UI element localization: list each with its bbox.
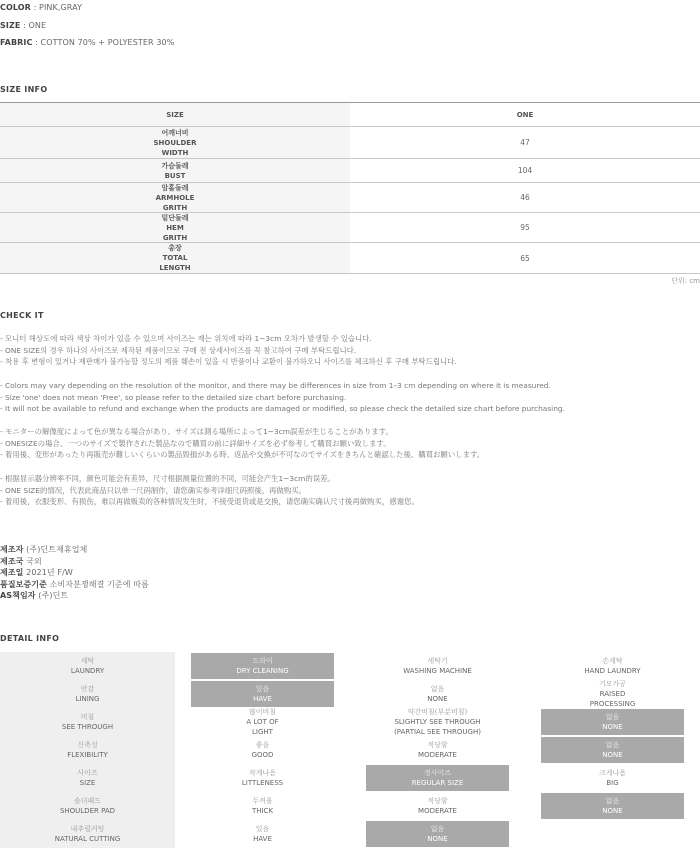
detail-text-ko: 없음	[430, 825, 445, 833]
detail-text-en: WASHING MACHINE	[403, 667, 472, 675]
size-row-label	[0, 213, 350, 242]
detail-text-ko: 내추럴커팅	[70, 825, 105, 833]
size-row-label	[0, 127, 350, 158]
detail-cell	[0, 680, 175, 708]
size-row-value: 95	[520, 223, 530, 232]
detail-text-ko: 손세탁	[602, 657, 623, 665]
detail-text-ko: 없음	[605, 797, 620, 805]
detail-text-ko: 약간비침(부분비침)	[407, 708, 468, 716]
size-label-en1: TOTAL	[162, 254, 188, 262]
size-table-row	[0, 183, 700, 213]
size-label-ko: 가슴둘레	[161, 161, 189, 170]
detail-option	[175, 792, 350, 820]
fabric-label: FABRIC	[0, 38, 33, 47]
check-line: - ONESIZEの場合、一つのサイズで製作された製品なので購買の前に詳細サイズを必ず参考して購買お願い致します。	[0, 438, 391, 448]
detail-option-selected	[541, 709, 684, 735]
detail-text-en: LINING	[75, 695, 100, 703]
detail-option	[525, 736, 700, 764]
check-line: - モニターの解像度によって色が異なる場合があり、サイズは測る場所によって1~3cm誤差が生じることがあります。	[0, 427, 393, 436]
detail-text-en: FLEXIBILITY	[67, 751, 108, 759]
detail-option	[525, 764, 700, 792]
detail-text-ko: 기모가공	[598, 680, 627, 688]
detail-text-ko: 정사이즈	[423, 769, 452, 777]
detail-option	[175, 708, 350, 736]
check-line: - 着用後，衣服变形、有损伤，难以再做贩卖的各种情况发生时，不接受退货或是交换，请您确实确认尺寸後再做购买，感谢您。	[0, 497, 419, 507]
size-info-title: SIZE INFO	[0, 85, 48, 94]
detail-option-selected	[191, 653, 334, 679]
maker-row	[0, 590, 149, 602]
detail-text-en: SEE THROUGH	[61, 723, 114, 731]
detail-option	[525, 820, 700, 848]
detail-cell	[350, 736, 525, 764]
detail-option	[525, 708, 700, 736]
check-it-title: CHECK IT	[0, 311, 44, 320]
detail-text-en: GOOD	[251, 751, 274, 759]
maker-value: 국외	[26, 556, 42, 566]
size-table-header	[0, 103, 700, 127]
detail-option	[350, 820, 525, 848]
check-line: - Colors may vary depending on the resolution of the monitor, and there may be differences in size from 1–3 cm depending on where it is measured.	[0, 381, 551, 390]
detail-option-selected	[541, 737, 684, 763]
color-value: : PINK,GRAY	[33, 3, 83, 12]
maker-label: 제조일	[0, 568, 24, 578]
detail-option-selected	[191, 681, 334, 707]
maker-label: 제조자	[0, 545, 24, 554]
size-label-en1: HEM	[166, 223, 184, 232]
size-row-value: 47	[520, 138, 530, 147]
check-line: - 착용 후 변형이 있거나 재판매가 불가능할 정도의 제품 훼손이 있을 시 반품이나 교환이 불가하오니 사이즈를 체크하신 후 구매 부탁드립니다.	[0, 357, 457, 367]
maker-value: 소비자분쟁해결 기준에 따름	[49, 579, 149, 589]
detail-text-en: SLIGHTLY SEE THROUGH	[394, 718, 481, 726]
size-label-ko: 밑단둘레	[161, 213, 189, 222]
maker-row	[0, 544, 149, 556]
detail-text-en: HAVE	[253, 695, 272, 703]
check-line: - 根据显示器分辨率不同，颜色可能会有差异，尺寸根据测量位置的不同，可能会产生1~3cm的误差。	[0, 474, 335, 483]
detail-text-ko: 많이비침	[248, 708, 277, 716]
detail-text-ko: 작게나옴	[248, 769, 277, 777]
size-line	[0, 21, 46, 30]
size-label-en1: SHOULDER	[153, 138, 197, 147]
detail-option-selected	[366, 821, 509, 847]
size-table-row	[0, 159, 700, 183]
size-label-en1: ARMHOLE	[155, 193, 195, 202]
size-row-value: 65	[520, 253, 530, 263]
detail-text-ko: 사이즈	[77, 769, 98, 777]
detail-text-ko: 세탁기	[427, 657, 448, 665]
detail-cell	[525, 820, 700, 848]
detail-text-en: MODERATE	[418, 751, 457, 759]
check-line: - It will not be available to refund and exchange when the products are damaged or modified, so please check the detailed size chart before purchasing.	[0, 404, 565, 414]
detail-option	[350, 652, 525, 680]
detail-text-en2: PROCESSING	[589, 700, 636, 708]
maker-label: 제조국	[0, 556, 24, 566]
detail-cell	[525, 652, 700, 680]
detail-text-ko: 있음	[255, 825, 270, 833]
detail-text-en: NATURAL CUTTING	[54, 835, 121, 843]
size-label-en2: WIDTH	[161, 148, 189, 157]
maker-value: 2021년 F/W	[26, 568, 73, 578]
size-row-value: 104	[517, 166, 533, 175]
size-label: SIZE	[0, 21, 21, 30]
size-table-row	[0, 243, 700, 274]
size-value: : ONE	[23, 21, 47, 30]
detail-text-en: LITTLENESS	[241, 779, 284, 787]
detail-cell	[175, 820, 350, 848]
detail-info-title: DETAIL INFO	[0, 634, 60, 643]
maker-row	[0, 556, 149, 568]
detail-text-ko: 세탁	[80, 657, 95, 665]
detail-text-ko: 안감	[80, 685, 95, 693]
detail-cell	[350, 680, 525, 708]
detail-text-ko: 있음	[255, 685, 270, 693]
size-row-value: 46	[520, 193, 530, 202]
detail-cell	[0, 736, 175, 764]
color-line	[0, 3, 82, 12]
detail-option-selected	[366, 765, 509, 791]
size-header-value: ONE	[516, 110, 534, 119]
size-label-ko: 총장	[168, 244, 182, 252]
size-row-label	[0, 243, 350, 273]
detail-row	[0, 680, 700, 708]
detail-text-ko: 없음	[605, 741, 620, 749]
detail-text-en: DRY CLEANING	[236, 667, 289, 675]
check-line: - 모니터 해상도에 따라 색상 차이가 있을 수 있으며 사이즈는 재는 위치에 따라 1~3cm 오차가 발생할 수 있습니다.	[0, 334, 372, 343]
maker-row	[0, 579, 149, 591]
detail-text-en: SIZE	[79, 779, 96, 787]
size-header-label: SIZE	[0, 103, 350, 126]
detail-row	[0, 652, 700, 680]
size-table	[0, 102, 700, 274]
detail-grid	[0, 652, 700, 848]
detail-text-ko: 없음	[605, 713, 620, 721]
detail-text-en: NONE	[602, 723, 623, 731]
size-label-en2: GRITH	[162, 233, 188, 242]
detail-text-en: HAVE	[253, 835, 272, 843]
detail-cell	[525, 764, 700, 792]
check-ja-block	[0, 426, 484, 461]
detail-option	[350, 764, 525, 792]
detail-category	[0, 708, 175, 736]
detail-text-en: MODERATE	[418, 807, 457, 815]
detail-option	[350, 708, 525, 736]
detail-option	[175, 680, 350, 708]
detail-option	[175, 652, 350, 680]
size-label-en2: GRITH	[162, 203, 188, 212]
size-label-en1: BUST	[164, 171, 186, 180]
detail-cell	[350, 792, 525, 820]
maker-label: 품질보증기준	[0, 579, 47, 589]
detail-cell	[0, 708, 175, 736]
detail-category	[0, 792, 175, 820]
detail-text-ko: 적당함	[427, 797, 448, 805]
detail-text-en: NONE	[602, 807, 623, 815]
check-en-block	[0, 380, 565, 415]
detail-cell	[175, 792, 350, 820]
maker-value: (주)딘트	[38, 591, 69, 601]
detail-text-en: SHOULDER PAD	[59, 807, 116, 815]
detail-text-en: NONE	[427, 695, 448, 703]
detail-category	[0, 764, 175, 792]
detail-cell	[350, 652, 525, 680]
size-label-en2: LENGTH	[159, 264, 191, 272]
check-line: - ONE SIZE的情况，代表此商品只以单一尺码制作，请您确实参考详细尺码照後，再做购买。	[0, 485, 307, 495]
fabric-value: : COTTON 70% + POLYESTER 30%	[35, 38, 175, 47]
maker-info	[0, 544, 149, 602]
detail-category	[0, 652, 175, 680]
check-line: - ONE SIZE의 경우 하나의 사이즈로 제작된 제품이므로 구매 전 상세사이즈를 꼭 참고하여 구매 부탁드립니다.	[0, 345, 357, 355]
detail-row	[0, 736, 700, 764]
size-row-label	[0, 159, 350, 182]
detail-row	[0, 708, 700, 736]
detail-text-en: NONE	[602, 751, 623, 759]
detail-text-en: THICK	[251, 807, 274, 815]
detail-category	[0, 736, 175, 764]
maker-label: AS책임자	[0, 591, 36, 601]
color-label: COLOR	[0, 3, 31, 12]
detail-text-ko: 크게나옴	[598, 769, 627, 777]
detail-cell	[0, 652, 175, 680]
size-table-row	[0, 127, 700, 159]
detail-option-selected	[541, 793, 684, 819]
detail-option	[175, 736, 350, 764]
maker-value: (주)딘트제휴업체	[26, 545, 88, 554]
check-ko-block	[0, 333, 457, 368]
detail-text-ko: 비침	[80, 713, 95, 721]
detail-category	[0, 820, 175, 848]
size-row-label	[0, 183, 350, 212]
detail-cell	[525, 680, 700, 708]
unit-note: 단위: cm	[671, 277, 700, 285]
detail-option	[175, 820, 350, 848]
detail-option	[175, 764, 350, 792]
size-table-row	[0, 213, 700, 243]
maker-row	[0, 567, 149, 579]
detail-text-ko: 좋음	[255, 741, 270, 749]
check-zh-block	[0, 473, 419, 508]
size-label-ko: 암홀둘레	[161, 183, 189, 192]
detail-text-ko: 드라이	[252, 657, 273, 665]
detail-cell	[0, 792, 175, 820]
detail-cell	[0, 764, 175, 792]
check-line: - Size 'one' does not mean 'Free', so please refer to the detailed size chart before purchasing.	[0, 392, 347, 402]
detail-text-en: LAUNDRY	[70, 667, 105, 675]
fabric-line	[0, 38, 174, 47]
detail-text-ko: 신축성	[77, 741, 98, 749]
detail-text-en: REGULAR SIZE	[411, 779, 464, 787]
detail-option	[525, 792, 700, 820]
detail-text-en: BIG	[606, 779, 619, 787]
detail-text-en: HAND LAUNDRY	[584, 667, 641, 675]
detail-cell	[175, 708, 350, 736]
detail-text-en: NONE	[427, 835, 448, 843]
detail-text-en: RAISED	[599, 690, 626, 698]
detail-category	[0, 680, 175, 708]
check-line: - 着用後、変形があったり再販売が難しいくらいの製品毀損がある時、返品や交換が不可なのでサイズをきちんと確認した後、購買お願いします。	[0, 450, 485, 460]
detail-option	[525, 652, 700, 680]
detail-text-en: A LOT OF	[246, 718, 279, 726]
detail-text-ko: 없음	[430, 685, 445, 693]
detail-row	[0, 820, 700, 848]
detail-cell	[350, 708, 525, 736]
detail-option	[350, 736, 525, 764]
detail-cell	[175, 736, 350, 764]
detail-option	[350, 792, 525, 820]
size-label-ko: 어깨너비	[161, 128, 189, 137]
detail-row	[0, 792, 700, 820]
detail-cell	[0, 820, 175, 848]
detail-text-en2: (PARTIAL SEE THROUGH)	[394, 728, 481, 736]
detail-text-ko: 숄더패드	[73, 797, 102, 805]
detail-cell	[175, 764, 350, 792]
detail-text-ko: 두꺼움	[252, 797, 273, 805]
size-rows	[0, 127, 700, 274]
detail-text-ko: 적당함	[427, 741, 448, 749]
detail-text-en2: LIGHT	[252, 728, 273, 736]
detail-option	[350, 680, 525, 708]
detail-option	[525, 680, 700, 708]
detail-row	[0, 764, 700, 792]
